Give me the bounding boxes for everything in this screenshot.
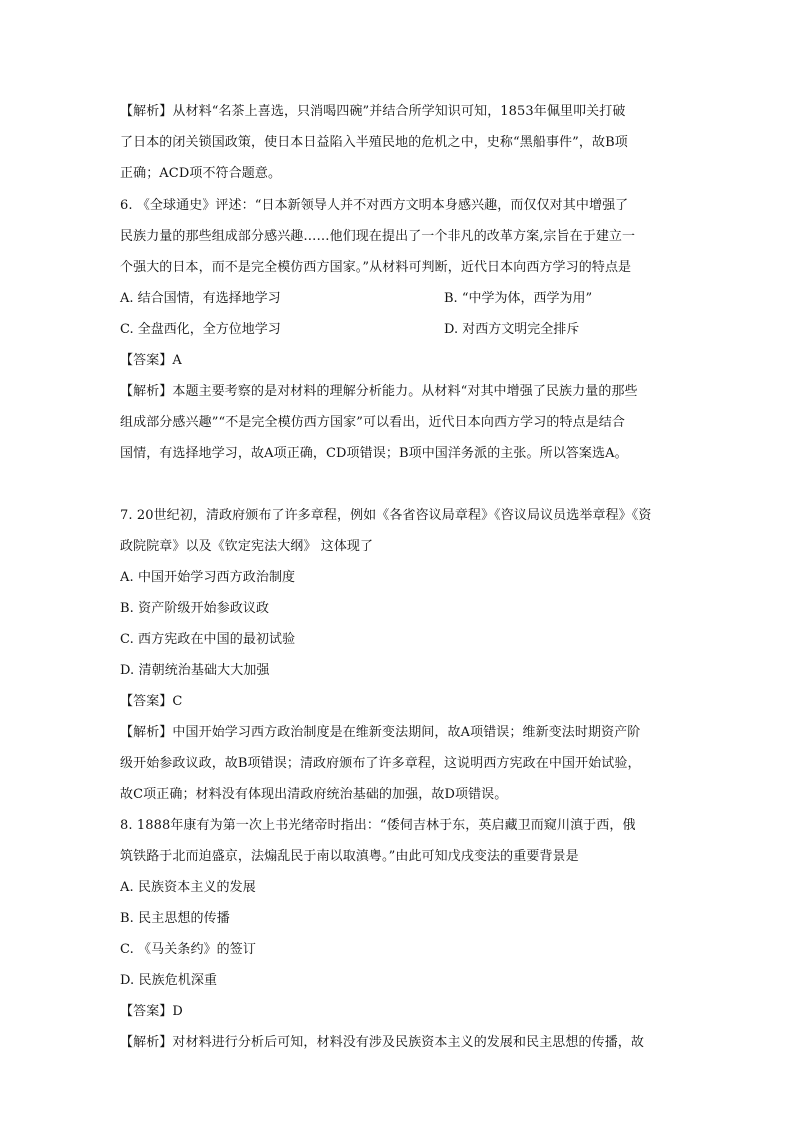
question-7: [120, 500, 675, 810]
question-6: [120, 190, 675, 469]
option-row: [120, 283, 675, 314]
analysis-line: 【解析】中国开始学习西方政治制度是在维新变法期间，故A项错误；维新变法时期资产阶: [120, 725, 641, 740]
analysis-line: 了日本的闭关锁国政策，使日本日益陷入半殖民地的危机之中，史称“黑船事件”，故B项: [120, 135, 628, 150]
option-b: B. “中学为体，西学为用”: [444, 291, 593, 306]
q5-analysis: [120, 96, 675, 189]
analysis-line: 【解析】对材料进行分析后可知，材料没有涉及民族资本主义的发展和民主思想的传播，故: [120, 1035, 645, 1050]
question-stem-line: 6. 《全球通史》评述：“日本新领导人并不对西方文明本身感兴趣，而仅仅对其中增强了: [120, 198, 629, 213]
option-a: A. 结合国情，有选择地学习: [120, 291, 281, 306]
analysis-line: 国情，有选择地学习，故A项正确，CD项错误；B项中国洋务派的主张。所以答案选A。: [120, 446, 628, 461]
answer-label: 【答案】A: [120, 353, 182, 368]
question-8: [120, 810, 675, 1058]
analysis-line: 【解析】从材料“名茶上喜选，只消喝四碗”并结合所学知识可知，1853年佩里叩关打破: [120, 104, 626, 119]
analysis-line: 【解析】本题主要考察的是对材料的理解分析能力。从材料“对其中增强了民族力量的那些: [120, 384, 638, 399]
option-a: A. 中国开始学习西方政治制度: [120, 570, 296, 585]
question-stem-line: 筑铁路于北而迫盛京，法煽乱民于南以取滇粤。”由此可知戊戌变法的重要背景是: [120, 849, 579, 864]
option-a: A. 民族资本主义的发展: [120, 880, 256, 895]
answer-label: 【答案】D: [120, 1004, 183, 1019]
option-c: C. 《马关条约》的签订: [120, 942, 256, 957]
question-stem-line: 民族力量的那些组成部分感兴趣……他们现在提出了一个非凡的改革方案,宗旨在于建立一: [120, 229, 636, 244]
question-stem-line: 政院院章》以及《钦定宪法大纲》 这体现了: [120, 539, 374, 554]
option-c: C. 西方宪政在中国的最初试验: [120, 632, 296, 647]
question-stem-line: 7. 20世纪初，清政府颁布了许多章程，例如《各省咨议局章程》《咨议局议员选举章程》《资: [120, 508, 652, 523]
option-d: D. 清朝统治基础大大加强: [120, 663, 270, 678]
option-b: B. 资产阶级开始参政议政: [120, 601, 270, 616]
analysis-line: 级开始参政议政，故B项错误；清政府颁布了许多章程，这说明西方宪政在中国开始试验，: [120, 756, 641, 771]
analysis-line: 组成部分感兴趣”“不是完全模仿西方国家”可以看出，近代日本向西方学习的特点是结合: [120, 415, 625, 430]
analysis-line: 故C项正确；材料没有体现出清政府统治基础的加强，故D项错误。: [120, 787, 508, 802]
option-d: D. 对西方文明完全排斥: [444, 322, 580, 337]
option-b: B. 民主思想的传播: [120, 911, 230, 926]
option-row: [120, 314, 675, 345]
analysis-line: 正确；ACD项不符合题意。: [120, 166, 282, 181]
option-d: D. 民族危机深重: [120, 973, 218, 988]
question-stem-line: 个强大的日本，而不是完全模仿西方国家。”从材料可判断，近代日本向西方学习的特点是: [120, 260, 632, 275]
question-stem-line: 8. 1888年康有为第一次上书光绪帝时指出：“倭伺吉林于东，英启藏卫而窥川滇于西，俄: [120, 818, 636, 833]
option-c: C. 全盘西化，全方位地学习: [120, 322, 281, 337]
answer-label: 【答案】C: [120, 694, 183, 709]
